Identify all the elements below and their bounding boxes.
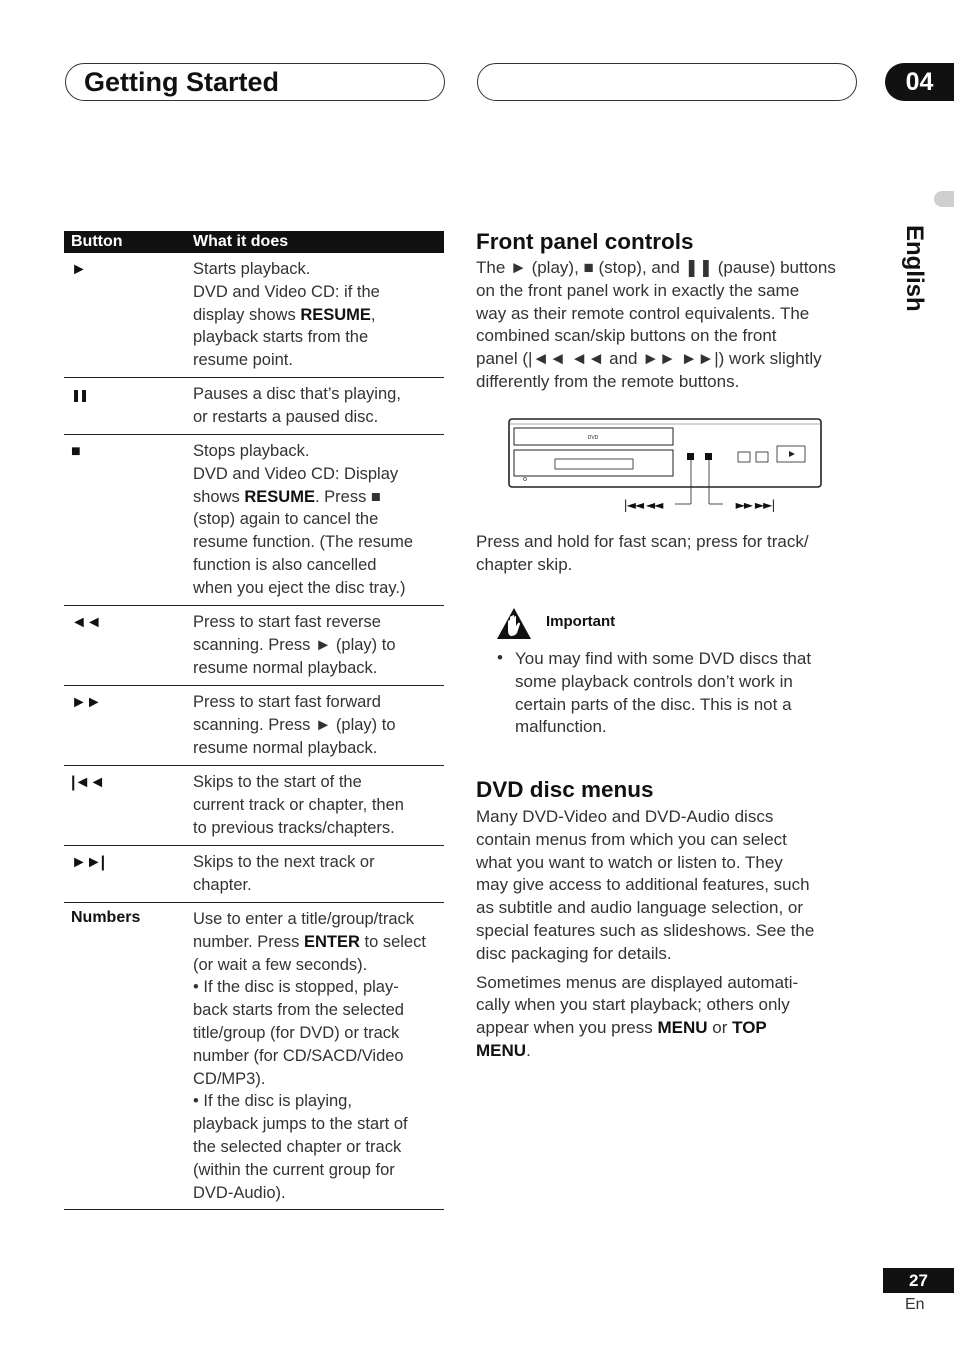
table-header xyxy=(64,231,444,253)
column-header-what-it-does: What it does xyxy=(193,233,289,250)
header-right-box xyxy=(477,63,857,101)
stop-button xyxy=(738,452,750,462)
table-row xyxy=(64,606,444,686)
row-description: Use to enter a title/group/track number. Press ENTER to select (or wait a few seconds). • If the disc is stopped, play- back starts from the selected title/group (for DVD) or track number (for CD/SACD/Video CD/MP3). • If the disc is playing, playback jumps to the start of the selected chapter or track (within the current group for DVD-Audio). xyxy=(193,910,426,1202)
table-row xyxy=(64,903,444,1210)
row-description: Stops playback. DVD and Video CD: Display shows RESUME. Press ■ (stop) again to cancel the resume function. (The resume function is also cancelled when you eject the disc tray.) xyxy=(193,442,414,597)
table-row xyxy=(64,846,444,903)
important-label: Important xyxy=(546,613,616,630)
pause-icon: ❚❚ xyxy=(71,388,88,402)
table-row xyxy=(64,253,444,378)
reverse-skip-button xyxy=(687,453,694,460)
column-header-button: Button xyxy=(71,233,123,250)
important-note: You may find with some DVD discs that some playback controls don’t work in certain parts of the disc. This is not a malfunction. xyxy=(515,649,812,737)
side-tab xyxy=(934,191,954,207)
table-row xyxy=(64,435,444,606)
row-description: Starts playback. DVD and Video CD: if the display shows RESUME, playback starts from the resume point. xyxy=(193,260,380,370)
language-tab: English xyxy=(901,225,928,312)
dvd-logo: DVD xyxy=(587,435,599,441)
scan-note-paragraph: Press and hold for fast scan; press for track/ chapter skip. xyxy=(476,532,809,574)
skip-previous-icon: |◄◄ xyxy=(71,774,105,791)
chapter-badge: 04 xyxy=(885,63,954,101)
page-title: Getting Started xyxy=(84,67,280,97)
row-description: Press to start fast forward scanning. Press ► (play) to resume normal playback. xyxy=(193,693,396,757)
stop-icon: ■ xyxy=(71,443,80,460)
forward-skip-button xyxy=(705,453,712,460)
numbers-label: Numbers xyxy=(71,909,141,926)
page-number: 27 xyxy=(883,1268,954,1293)
play-icon: ► xyxy=(71,261,86,278)
diagram-right-label: ►► ►►| xyxy=(735,498,775,512)
fast-forward-icon: ►► xyxy=(71,694,101,711)
front-panel-diagram xyxy=(505,416,825,516)
front-panel-paragraph: The ► (play), ■ (stop), and ❚❚ (pause) buttons on the front panel work in exactly the same way as their remote control equivalents. The combined scan/skip buttons on the front panel (|◄◄ ◄◄ and ►► ►►|) work slightly differently from the remote buttons. xyxy=(476,258,836,391)
page-language: En xyxy=(905,1296,925,1313)
row-description: Press to start fast reverse scanning. Press ► (play) to resume normal playback. xyxy=(193,613,396,677)
header-title-box xyxy=(65,63,445,101)
pause-button xyxy=(756,452,768,462)
skip-next-icon: ►►| xyxy=(71,854,105,871)
table-row xyxy=(64,686,444,766)
button-table xyxy=(64,231,444,1210)
important-icon xyxy=(496,607,532,641)
row-description: Pauses a disc that’s playing, or restarts a paused disc. xyxy=(193,385,401,426)
row-description: Skips to the next track or chapter. xyxy=(193,853,375,894)
table-row xyxy=(64,766,444,846)
dvd-menus-paragraph: Many DVD-Video and DVD-Audio discs contain menus from which you can select what you want to watch or listen to. They may give access to additional features, such as subtitle and audio language selection, or special features such as slideshows. See the disc packaging for details. Sometimes menus are displayed automati- cally when you start playback; others only appear when you press MENU or TOP MENU. xyxy=(476,807,815,1060)
front-panel-heading: Front panel controls xyxy=(476,229,694,254)
table-row xyxy=(64,378,444,435)
rewind-icon: ◄◄ xyxy=(71,614,101,631)
bullet-point: • xyxy=(497,648,503,667)
dvd-menus-heading: DVD disc menus xyxy=(476,777,654,802)
row-description: Skips to the start of the current track or chapter, then to previous tracks/chapters. xyxy=(193,773,404,837)
diagram-left-label: |◄◄ ◄◄ xyxy=(623,498,663,512)
